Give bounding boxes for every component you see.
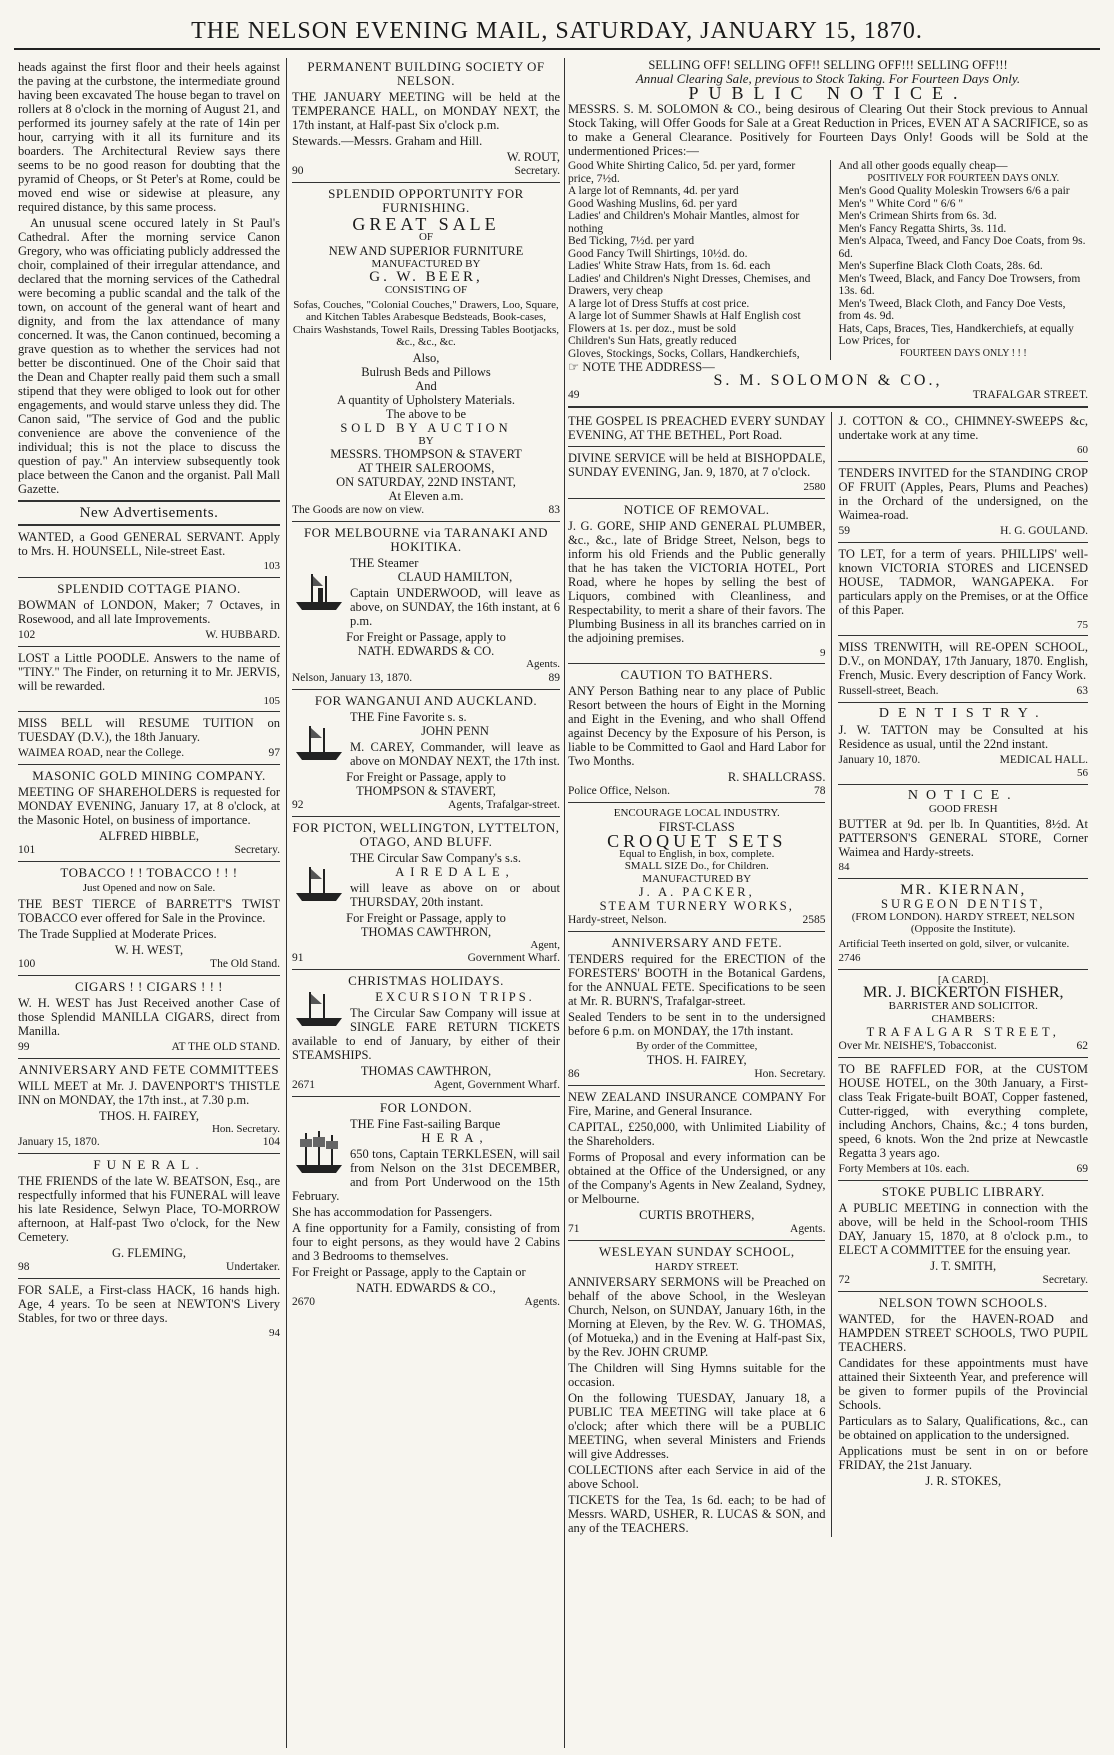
advertiser-name: CURTIS BROTHERS,	[639, 1207, 755, 1222]
advert-text: The Circular Saw Company will issue at SINGLE FARE RETURN TICKETS available to end of January, by either of their STEAMSHIPS.	[292, 1006, 560, 1062]
advert-number: 105	[263, 694, 280, 707]
advert-text: MISS BELL will RESUME TUITION on TUESDAY (D.V.), the 18th January.	[18, 716, 280, 744]
advert-line: MANUFACTURED BY	[642, 872, 752, 885]
section-heading: New Advertisements.	[79, 505, 219, 521]
price-item: Ladies' and Children's Mohair Mantles, almost for nothing	[568, 210, 800, 235]
advert-heading: TOBACCO ! ! TOBACCO ! ! !	[60, 865, 238, 880]
advert-text: WANTED, a Good GENERAL SERVANT. Apply to Mrs. H. HOUNSELL, Nile-street East.	[18, 530, 280, 558]
advert-line: Equal to English, in box, complete.	[619, 847, 775, 860]
advert-address: Police Office, Nelson.	[568, 785, 670, 797]
advertiser-role: Hon. Secretary.	[754, 1067, 826, 1080]
advert-line: CROQUET SETS	[607, 830, 787, 851]
advert-text: The Trade Supplied at Moderate Prices.	[18, 926, 217, 941]
ship-icon	[292, 570, 346, 617]
advert-text: J. W. TATTON may be Consulted at his Residence as usual, until the 22nd instant.	[838, 723, 1088, 751]
advert-heading: NOTICE.	[907, 787, 1019, 803]
advert-number: 98	[18, 1261, 30, 1273]
advert-text: will leave as above on or about THURSDAY, 20th instant.	[350, 880, 560, 909]
advert-text: J. COTTON & CO., CHIMNEY-SWEEPS &c, undertake work at any time.	[838, 414, 1088, 442]
price-item: Men's Tweed, Black Cloth, and Fancy Doe Vests, from 4s. 9d.	[838, 297, 1066, 322]
price-item: Bed Ticking, 7½d. per yard	[568, 235, 695, 247]
ship-name: AIREDALE,	[395, 864, 515, 879]
advert-heading: ANNIVERSARY AND FETE.	[611, 935, 783, 950]
page-title: THE NELSON EVENING MAIL, SATURDAY, JANUARY 15, 1870.	[191, 18, 923, 44]
advert-number: 97	[268, 747, 280, 759]
advert-address: Russell-street, Beach.	[838, 685, 939, 697]
price-item: And all other goods equally cheap—	[838, 160, 1008, 172]
advert-number: 2585	[802, 914, 826, 926]
advert-line: By order of the Committee,	[636, 1040, 758, 1052]
advert-text: Applications must be sent in on or before FRIDAY, the 21st January.	[838, 1444, 1088, 1472]
price-item: Men's Good Quality Moleskin Trowsers 6/6 a pair	[838, 185, 1070, 197]
advert-heading: ANNIVERSARY AND FETE COMMITTEES	[18, 1061, 280, 1077]
advert-heading: PERMANENT BUILDING SOCIETY OF NELSON.	[307, 59, 545, 88]
advert-subheading: Just Opened and now on Sale.	[82, 882, 216, 894]
advertiser-role: Secretary.	[1042, 1274, 1088, 1286]
advert-address: Over Mr. NEISHE'S, Tobacconist.	[838, 1040, 997, 1052]
advert-date: January 15, 1870.	[18, 1136, 100, 1148]
advert-text: The Children will Sing Hymns suitable for the occasion.	[568, 1361, 826, 1389]
advert-text: TO BE RAFFLED FOR, at the CUSTOM HOUSE HOTEL, on the 30th January, a First-class Teak Frigate-built BOAT, Copper fastened, Cutter-rigged, with everything complete, including Anchors, Chains, &c.; 4 tons burden, speed, 6 knots. Won the 2nd prize at Newcastle Regatta 3 years ago.	[838, 1062, 1088, 1160]
advert-text: A fine opportunity for a Family, consisting of from four to eight persons, as they would have 2 Cabins and 3 Bedrooms to themselves.	[292, 1221, 560, 1263]
advert-line: The above to be	[385, 406, 467, 421]
advert-heading: ENCOURAGE LOCAL INDUSTRY.	[613, 807, 780, 819]
advert-number: 78	[813, 785, 826, 797]
price-item: A large lot of Summer Shawls at Half English cost	[568, 310, 801, 322]
advert-line: MANUFACTURED BY	[371, 257, 481, 270]
advertiser-name: ALFRED HIBBLE,	[99, 829, 199, 843]
advert-line: For Freight or Passage, apply to	[346, 630, 506, 644]
price-list-right	[839, 160, 1089, 360]
advert-text: NEW ZEALAND INSURANCE COMPANY For Fire, Marine, and General Insurance.	[568, 1089, 826, 1118]
advert-line: A quantity of Upholstery Materials.	[336, 392, 516, 407]
advert-text: For Freight or Passage, apply to the Captain or	[292, 1265, 526, 1279]
advert-heading: CAUTION TO BATHERS.	[620, 667, 773, 682]
advert-address: (FROM LONDON). HARDY STREET, NELSON (Opposite the Institute).	[851, 910, 1075, 935]
ship-name: CLAUD HAMILTON,	[397, 570, 513, 584]
advert-text: CAPITAL, £250,000, with Unlimited Liability of the Shareholders.	[568, 1119, 826, 1148]
advert-text: Candidates for these appointments must have attained their Sixteenth Year, and preference will be given to former pupils of the Provincial Schools.	[838, 1356, 1088, 1412]
advert-text: MISS TRENWITH, will RE-OPEN SCHOOL, D.V., on MONDAY, 17th January, 1870. English, French, Music. Every description of Fancy Work.	[838, 640, 1088, 682]
advertiser-name: G. FLEMING,	[112, 1246, 186, 1260]
advert-address: TRAFALGAR STREET.	[972, 389, 1088, 401]
advert-text: Sealed Tenders to be sent in to the undersigned before 6 p.m. on MONDAY, the 17th instant.	[568, 1010, 826, 1038]
price-item: POSITIVELY FOR FOURTEEN DAYS ONLY.	[867, 172, 1060, 184]
advert-heading: SPLENDID OPPORTUNITY FOR FURNISHING.	[328, 186, 524, 215]
advert-line: AT THEIR SALEROOMS,	[357, 461, 495, 475]
advert-text: WANTED, for the HAVEN-ROAD and HAMPDEN STREET SCHOOLS, TWO PUPIL TEACHERS.	[838, 1312, 1088, 1354]
ship-name: JOHN PENN	[421, 723, 489, 738]
advert-number: 60	[1077, 444, 1088, 456]
column-3	[568, 58, 1088, 1748]
advert-line: MESSRS. THOMPSON & STAVERT	[330, 447, 522, 461]
advert-text: A PUBLIC MEETING in connection with the above, will be held in the School-room THIS DAY, January 15, 1870, at 8 o'clock p.m., to ELECT A COMMITTEE for the ensuing year.	[838, 1201, 1088, 1257]
advert-number: 90	[292, 165, 304, 177]
advert-line: SMALL SIZE Do., for Children.	[624, 860, 769, 872]
advert-number: 2670	[292, 1296, 315, 1308]
column-2	[292, 58, 560, 1748]
advert-text: Forms of Proposal and every information can be obtained at the Office of the Undersigned, or any of the Company's Agents in New Zealand, Sydney, or Melbourne.	[568, 1149, 826, 1206]
advert-address: AT THE OLD STAND.	[171, 1040, 280, 1053]
advertiser-name: NATH. EDWARDS & CO.,	[356, 1281, 496, 1295]
advert-address: The Old Stand.	[210, 957, 280, 970]
advert-line: CHAMBERS:	[931, 1012, 996, 1025]
advert-number: 89	[548, 671, 560, 684]
advert-number: 62	[1076, 1040, 1088, 1052]
advertiser-role: Secretary.	[234, 844, 280, 856]
advertiser-name: W. H. WEST,	[114, 942, 184, 957]
advert-line: For Freight or Passage, apply to	[346, 769, 506, 784]
advert-line: THE Fine Fast-sailing Barque	[350, 1117, 501, 1131]
advert-number: 83	[548, 504, 560, 516]
advert-number: 75	[1077, 618, 1088, 631]
advert-line: BY	[418, 434, 434, 447]
advert-text: TO LET, for a term of years. PHILLIPS' well-known VICTORIA STORES and LICENSED HOUSE, TADMOR, WANGAPEKA. For particulars apply on the Premises, or at the Office of this Paper.	[838, 546, 1088, 617]
price-item: A large lot of Remnants, 4d. per yard	[568, 185, 739, 197]
advert-text: COLLECTIONS after each Service in aid of the above School.	[568, 1463, 826, 1491]
advert-text: THE FRIENDS of the late W. BEATSON, Esq., are respectfully informed that his FUNERAL will leave his late Residence, Selwyn Place, TO-MORROW afternoon, at Half-past Two o'clock, for the New Cemetery.	[18, 1174, 280, 1244]
advert-banner: SELLING OFF! SELLING OFF!! SELLING OFF!!! SELLING OFF!!!	[648, 58, 1008, 72]
advert-number: 100	[18, 957, 36, 970]
advert-line: FIRST-CLASS	[658, 819, 735, 834]
advert-heading: FOR PICTON, WELLINGTON, LYTTELTON, OTAGO, AND BLUFF.	[292, 819, 560, 849]
advertiser-name: MR. KIERNAN,	[900, 881, 1027, 898]
advert-number: 103	[263, 560, 280, 572]
price-item: Men's Fancy Regatta Shirts, 3s. 11d.	[838, 222, 1007, 235]
ship-icon	[292, 865, 346, 908]
advert-heading: MASONIC GOLD MINING COMPANY.	[32, 768, 266, 783]
advert-date: January 10, 1870.	[838, 754, 921, 766]
advert-text: Particulars as to Salary, Qualifications, &c., can be obtained on application to the undersigned.	[838, 1414, 1088, 1442]
advert-heading: STOKE PUBLIC LIBRARY.	[881, 1184, 1045, 1199]
advert-text: THE BEST TIERCE of BARRETT'S TWIST TOBACCO ever offered for Sale in the Province.	[18, 896, 280, 925]
ship-icon	[292, 724, 346, 767]
advert-text: THE GOSPEL IS PREACHED EVERY SUNDAY EVENING, AT THE BETHEL, Port Road.	[568, 414, 826, 442]
advert-line: GREAT SALE	[352, 214, 500, 234]
advert-line: NEW AND SUPERIOR FURNITURE	[328, 243, 524, 258]
advert-number: 9	[819, 646, 826, 659]
advertiser-role: Secretary.	[514, 165, 560, 177]
advert-number: 2746	[838, 952, 861, 964]
advert-text: J. G. GORE, SHIP AND GENERAL PLUMBER, &c., &c., late of Bridge Street, Nelson, begs to inform his old Friends and the Public generally that he has taken the VICTORIA HOTEL, Port Road, where he hopes by selling the best of Liquors, combined with Cleanliness, and Respectability, to merit a share of their favors. The Plumbing Business in all its branches carried on in the adjoining premises.	[568, 518, 826, 645]
advert-address: WAIMEA ROAD, near the College.	[18, 747, 185, 759]
advert-number: 104	[262, 1136, 280, 1148]
price-list-left	[568, 160, 831, 360]
advert-address: Hardy-street, Nelson.	[568, 914, 667, 926]
price-item: Hats, Caps, Braces, Ties, Handkerchiefs, at equally Low Prices, for	[838, 322, 1074, 347]
advert-line: At Eleven a.m.	[388, 489, 464, 503]
advertiser-name: THOMPSON & STAVERT,	[356, 783, 496, 798]
advert-subheading: Annual Clearing Sale, previous to Stock Taking. For Fourteen Days Only.	[635, 71, 1021, 86]
advert-date: Nelson, January 13, 1870.	[292, 671, 413, 684]
advert-line: ON SATURDAY, 22ND INSTANT,	[336, 475, 516, 489]
advert-heading: PUBLIC NOTICE.	[688, 83, 968, 103]
price-item: Men's Superfine Black Cloth Coats, 28s. 6d.	[838, 260, 1043, 272]
advertiser-name: J. A. PACKER,	[638, 885, 755, 899]
price-item: Men's Alpaca, Tweed, and Fancy Doe Coats, from 9s. 6d.	[838, 235, 1086, 260]
advertiser-name: W. HUBBARD.	[205, 628, 280, 641]
ship-icon	[292, 1131, 346, 1180]
price-item: Children's Sun Hats, greatly reduced	[568, 335, 737, 347]
advert-text: WILL MEET at Mr. J. DAVENPORT'S THISTLE INN on MONDAY, the 17th inst., at 7.30 p.m.	[18, 1078, 280, 1107]
advert-text: LOST a Little POODLE. Answers to the name of "TINY." The Finder, on returning it to Mr. JERVIS, will be rewarded.	[18, 650, 280, 693]
advertiser-name: THOS. H. FAIREY,	[646, 1052, 747, 1067]
price-item: Ladies' White Straw Hats, from 1s. 6d. each	[568, 260, 771, 272]
advert-text: Captain UNDERWOOD, will leave as above, on SUNDAY, the 16th instant, at 6 p.m.	[350, 586, 560, 628]
advertiser-name: S. M. SOLOMON & CO.,	[713, 372, 943, 389]
price-item: Men's Crimean Shirts from 6s. 3d.	[838, 210, 997, 222]
article-text: heads against the first floor and their heels against the paving at the curbstone, the intermediate ground having been excavated The house began to travel on rollers at 8 o'clock in the morning of August 21, and performed its journey safely at the rate of 14in per hour, carrying with it all its furniture and its boarders. The Architectural Review says there seems to be no good reason for doubting that the pyramid of Cheops, or St Peter's at Rome, could be moved end wise or sidewise at pleasure, any required distance, by this same process.	[18, 60, 280, 214]
advert-line: SURGEON DENTIST,	[881, 896, 1046, 911]
advert-line: THE Circular Saw Company's s.s.	[350, 850, 521, 865]
advert-line: For Freight or Passage, apply to	[346, 910, 506, 925]
advertiser-name: H. G. GOULAND.	[1000, 524, 1088, 537]
advertiser-name: THOMAS CAWTHRON,	[360, 924, 492, 939]
advert-text: M. CAREY, Commander, will leave as above on MONDAY NEXT, the 17th inst.	[350, 739, 560, 768]
advert-number: 94	[269, 1327, 280, 1339]
ship-name: HERA,	[421, 1131, 489, 1145]
advert-number: 102	[18, 628, 36, 641]
advert-text: Artificial Teeth inserted on gold, silver, or vulcanite.	[838, 937, 1070, 950]
column-1	[18, 58, 280, 1748]
price-item: A large lot of Dress Stuffs at cost price.	[568, 297, 750, 310]
price-item: Flowers at 1s. per doz., must be sold	[568, 322, 737, 335]
price-item: FOURTEEN DAYS ONLY ! ! !	[899, 347, 1027, 359]
advert-line: The Goods are now on view.	[292, 504, 425, 516]
advert-text: MESSRS. S. M. SOLOMON & CO., being desirous of Clearing Out their Stock previous to Annual Stock Taking, will Offer Goods for Sale at a Great Reduction in Prices, EVEN AT A SACRIFICE, so as to make a General Clearance. Positively for Fourteen Days Only! Goods will be Sold at the undermentioned Prices:—	[568, 102, 1088, 158]
advert-line: And	[415, 378, 437, 393]
advert-line: EXCURSION TRIPS.	[375, 990, 535, 1004]
advert-number: 86	[568, 1067, 580, 1080]
advert-heading: CHRISTMAS HOLIDAYS.	[348, 973, 504, 988]
advert-line: [A CARD].	[937, 973, 989, 986]
advert-subheading: HARDY STREET.	[654, 1260, 739, 1273]
advert-line: CONSISTING OF	[384, 284, 468, 296]
masthead	[14, 14, 1100, 50]
advert-text: ANNIVERSARY SERMONS will be Preached on behalf of the above School, in the Wesleyan Church, Nelson, on SUNDAY, January 16th, in the Morning at Eleven, by the Rev. W. G. THOMAS, (of Motueka,) and in the Evening at Half-past Six, by the Rev. JOHN CRUMP.	[568, 1275, 826, 1359]
advert-text: She has accommodation for Passengers.	[292, 1205, 493, 1219]
advert-heading: DENTISTRY.	[878, 706, 1048, 721]
advert-heading: SPLENDID COTTAGE PIANO.	[57, 580, 241, 596]
advert-number: 92	[292, 798, 304, 811]
advert-number: 99	[18, 1040, 30, 1053]
advertiser-name: MR. J. BICKERTON FISHER,	[862, 984, 1064, 1001]
advert-heading: FOR WANGANUI AND AUCKLAND.	[314, 692, 538, 708]
advert-line: BARRISTER AND SOLICITOR.	[888, 1000, 1038, 1012]
article-text: An unusual scene occured lately in St Paul's Cathedral. After the morning service Canon Gregory, who was officiating publicly addressed the choir, complained of their irregular attendance, and declared that the morning services of the Cathedral were becoming a public scandal and the talk of the town, on account of the general want of heart and dignity, and from the lax attendance of many concerned. It was, the Canon continued, becoming a grave question as to whether the services had not better be discontinued. One of the Choir said that the Dean and Chapter really paid them such a small stipend that they were obliged to look out for other engagements, and would starve unless they did. The Canon said, "The service of God and the public convenience are above the convenience of the individual; this is not the place to discuss the question of pay." An interview subsequently took place between the Canon and the organist. Pall Mall Gazette.	[18, 216, 280, 496]
advert-heading: FUNERAL.	[93, 1157, 205, 1172]
advert-number: 56	[1077, 767, 1088, 779]
advert-address: Government Wharf.	[467, 952, 560, 964]
column-3-right	[832, 412, 1088, 1537]
price-item: Good Washing Muslins, 6d. per yard	[568, 197, 738, 210]
advert-line: SOLD BY AUCTION	[340, 420, 512, 435]
advert-text: FOR SALE, a First-class HACK, 16 hands high. Age, 4 years. To be seen at NEWTON'S Livery Stables, for two or three days.	[18, 1283, 280, 1325]
advertiser-role: Hon. Secretary.	[211, 1122, 280, 1135]
advert-text: MEETING OF SHAREHOLDERS is requested for MONDAY EVENING, January 17, at 8 o'clock, at the Masonic Hotel, on business of importance.	[18, 785, 280, 827]
advert-text: On the following TUESDAY, January 18, a PUBLIC TEA MEETING will take place at 6 o'clock; after which there will be a PUBLIC MEETING, when several Ministers and Friends will give Addresses.	[568, 1391, 826, 1461]
pointing-hand-icon: ☞	[568, 360, 583, 374]
advertiser-role: Agent, Government Wharf.	[433, 1079, 560, 1091]
advert-line: THE Fine Favorite s. s.	[350, 709, 467, 724]
advertiser-role: Agents, Trafalgar-street.	[448, 798, 560, 811]
column-rule	[564, 58, 565, 1748]
advertiser-name: J. R. STOKES,	[925, 1474, 1002, 1488]
advert-heading: WESLEYAN SUNDAY SCHOOL,	[598, 1243, 795, 1259]
advertiser-name: THOMAS CAWTHRON,	[360, 1064, 492, 1078]
advert-text: BOWMAN of LONDON, Maker; 7 Octaves, in Rosewood, and all late Improvements.	[18, 597, 280, 626]
advert-number: 49	[568, 389, 580, 401]
advert-line: Forty Members at 10s. each.	[838, 1163, 970, 1175]
advertiser-name: R. SHALLCRASS.	[727, 770, 826, 784]
advertiser-role: Agent,	[530, 938, 560, 951]
advert-number: 2671	[292, 1079, 315, 1091]
advert-line: NOTE THE ADDRESS—	[582, 360, 715, 374]
advert-heading: FOR LONDON.	[379, 1100, 473, 1115]
advertiser-name: NATH. EDWARDS & CO.	[357, 644, 495, 658]
advertiser-role: Undertaker.	[226, 1261, 280, 1273]
advert-text: BUTTER at 9d. per lb. In Quantities, 8½d. At PATTERSON'S GENERAL STORE, Corner Waimea and Hardy-streets.	[838, 817, 1088, 859]
advert-heading: NELSON TOWN SCHOOLS.	[878, 1295, 1048, 1310]
advertiser-role: Agents.	[790, 1222, 826, 1235]
advert-text: Stewards.—Messrs. Graham and Hill.	[292, 134, 483, 148]
advert-number: 63	[1076, 685, 1088, 697]
price-item: Good Fancy Twill Shirtings, 10½d. do.	[568, 247, 748, 260]
advert-text: TENDERS required for the ERECTION of the FORESTERS' BOOTH in the Botanical Gardens, for the ANNUAL FETE. Specifications to be seen at Mr. R. BURN'S, Trafalgar-street.	[568, 952, 826, 1008]
advert-line: GOOD FRESH	[928, 802, 998, 815]
price-item: Men's " White Cord " 6/6 "	[838, 197, 964, 210]
advertiser-name: W. ROUT,	[506, 150, 560, 164]
advert-text: DIVINE SERVICE will be held at BISHOPDALE, SUNDAY EVENING, Jan. 9, 1870, at 7 o'clock.	[568, 451, 826, 479]
advert-number: 91	[292, 952, 304, 964]
advertiser-role: Agents.	[526, 658, 560, 670]
advert-number: 84	[838, 861, 850, 873]
advert-line: OF	[418, 231, 434, 243]
advert-number: 71	[568, 1222, 580, 1235]
price-item: Gloves, Stockings, Socks, Collars, Handkerchiefs,	[568, 347, 800, 360]
advert-text: TICKETS for the Tea, 1s 6d. each; to be had of Messrs. WARD, USHER, R. LUCAS & SON, and any of the TEACHERS.	[568, 1493, 826, 1535]
advertiser-name: J. T. SMITH,	[930, 1259, 997, 1273]
ship-icon	[292, 990, 346, 1033]
advert-heading: NOTICE OF REMOVAL.	[623, 501, 770, 517]
price-item: Ladies' and Children's Night Dresses, Chemises, and Drawers, very cheap	[568, 272, 811, 297]
advert-line: G. W. BEER,	[369, 269, 483, 285]
advertiser-name: MEDICAL HALL.	[999, 754, 1088, 766]
advert-text: 650 tons, Captain TERKLESEN, will sail from Nelson on the 31st DECEMBER, and from Port Underwood on the 15th February.	[292, 1147, 560, 1203]
column-3-left	[568, 412, 832, 1537]
column-rule	[286, 58, 287, 1748]
advert-line: THE Steamer	[350, 556, 419, 570]
advert-number: 101	[18, 844, 36, 856]
advert-heading: FOR MELBOURNE via TARANAKI AND HOKITIKA.	[303, 525, 549, 554]
advert-line: STEAM TURNERY WORKS,	[599, 899, 794, 913]
advert-number: 69	[1076, 1163, 1088, 1175]
advert-line: Also,	[412, 350, 440, 365]
advert-text: Sofas, Couches, "Colonial Couches," Drawers, Loo, Square, and Kitchen Tables Arabesque Bedsteads, Book-cases, Chairs Washstands, Towel Rails, Dressing Tables Bootjacks, &c., &c., &c.	[292, 298, 560, 348]
advert-line: TRAFALGAR STREET,	[866, 1025, 1060, 1039]
advert-text: W. H. WEST has Just Received another Case of those Splendid MANILLA CIGARS, direct from Manilla.	[18, 995, 280, 1038]
advert-text: ANY Person Bathing near to any place of Public Resort between the hours of Eight in the Morning and Eight in the Evening, and who shall Offend against Decency by the Exposure of his Person, is liable to be Committed to Gaol and Hard Labor for Two Months.	[568, 684, 826, 768]
advert-heading: CIGARS ! ! CIGARS ! ! !	[75, 978, 223, 994]
price-item: Good White Shirting Calico, 5d. per yard, former price, 7½d.	[568, 160, 796, 185]
advert-number: 2580	[803, 481, 826, 493]
advertiser-name: THOS. H. FAIREY,	[99, 1108, 199, 1123]
advert-number: 72	[838, 1274, 850, 1286]
advert-text: TENDERS INVITED for the STANDING CROP OF FRUIT (Apples, Pears, Plums and Peaches) in the Orchard of the undersigned, on the Waimea-road.	[838, 465, 1088, 522]
advert-text: THE JANUARY MEETING will be held at the TEMPERANCE HALL, on MONDAY NEXT, the 17th instant, at Half-past Six o'clock p.m.	[292, 90, 560, 132]
advert-line: Bulrush Beds and Pillows	[361, 364, 491, 379]
price-item: Men's Tweed, Black, and Fancy Doe Trowsers, from 13s. 6d.	[838, 272, 1081, 297]
advertiser-role: Agents.	[524, 1296, 560, 1308]
advert-number: 59	[838, 524, 850, 537]
